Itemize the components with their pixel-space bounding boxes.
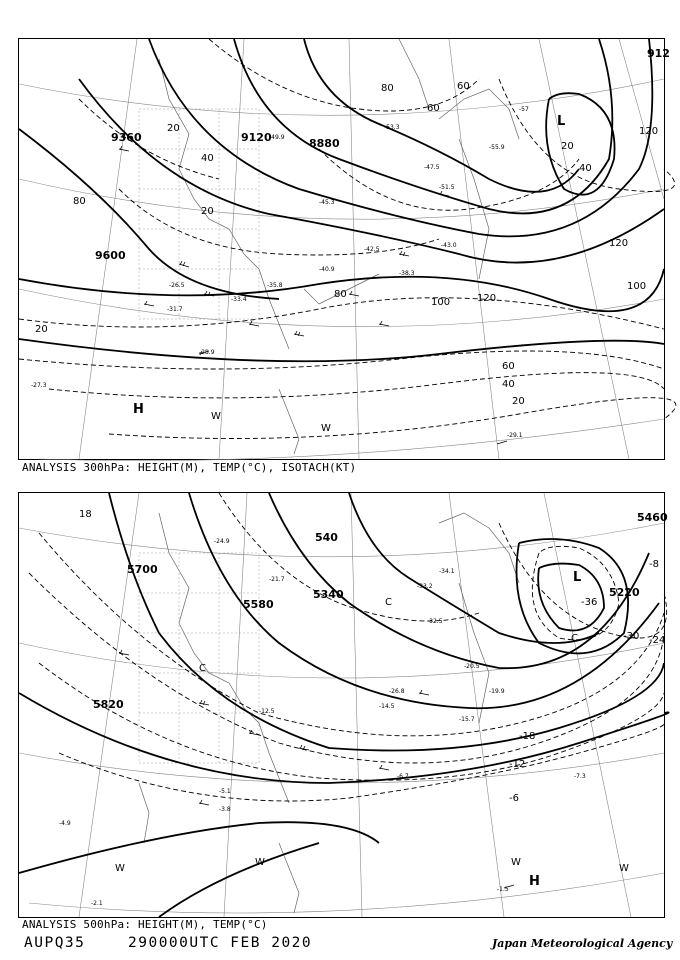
svg-text:-6: -6 [509, 793, 519, 804]
height-contours [19, 39, 664, 361]
svg-text:20: 20 [512, 396, 525, 407]
svg-text:-35.8: -35.8 [267, 282, 283, 289]
svg-text:20: 20 [35, 324, 48, 335]
svg-text:20: 20 [201, 206, 214, 217]
svg-text:-14.5: -14.5 [379, 703, 395, 710]
low-pressure-marker: L [573, 570, 582, 585]
svg-text:-28.9: -28.9 [199, 349, 215, 356]
svg-text:-2.1: -2.1 [91, 900, 103, 907]
svg-text:-4.9: -4.9 [59, 820, 71, 827]
high-pressure-marker: H [133, 402, 144, 417]
svg-text:-45.3: -45.3 [319, 199, 335, 206]
map-300hpa-svg [19, 39, 670, 459]
svg-text:-47.5: -47.5 [424, 164, 440, 171]
svg-text:-3.8: -3.8 [219, 806, 231, 813]
svg-text:120: 120 [609, 238, 629, 249]
svg-text:-33.4: -33.4 [231, 296, 247, 303]
svg-text:-26.8: -26.8 [389, 688, 405, 695]
svg-text:40: 40 [201, 153, 214, 164]
svg-text:120: 120 [477, 293, 497, 304]
svg-text:-24: -24 [649, 635, 666, 646]
agency-credit: Japan Meteorological Agency [492, 937, 673, 950]
height-label: 5580 [243, 598, 274, 611]
height-label: 9360 [111, 131, 142, 144]
caption-500hpa: ANALYSIS 500hPa: HEIGHT(M), TEMP(°C) [22, 918, 268, 931]
height-label: 912 [647, 47, 670, 60]
svg-text:-27.3: -27.3 [31, 382, 47, 389]
svg-text:-40.9: -40.9 [319, 266, 335, 273]
svg-text:-19.9: -19.9 [489, 688, 505, 695]
svg-text:-42.5: -42.5 [364, 246, 380, 253]
svg-text:-21.7: -21.7 [269, 576, 285, 583]
svg-text:-38.3: -38.3 [399, 270, 415, 277]
svg-text:-20.5: -20.5 [464, 663, 480, 670]
height-label: 9600 [95, 249, 126, 262]
detail-grid [139, 553, 259, 763]
svg-text:W: W [619, 863, 629, 874]
svg-text:40: 40 [579, 163, 592, 174]
wind-barbs [119, 650, 514, 888]
height-label: 5700 [127, 563, 158, 576]
svg-text:W: W [321, 423, 331, 434]
svg-text:-12: -12 [509, 759, 526, 770]
station-temperatures [31, 106, 529, 439]
svg-text:-1.5: -1.5 [497, 886, 509, 893]
height-label: 9120 [241, 131, 272, 144]
svg-text:-43.0: -43.0 [441, 242, 457, 249]
svg-text:100: 100 [627, 281, 647, 292]
svg-text:-31.7: -31.7 [167, 306, 183, 313]
coastline [159, 39, 519, 454]
svg-text:-24.9: -24.9 [214, 538, 230, 545]
svg-text:60: 60 [502, 361, 515, 372]
height-labels-300 [95, 47, 670, 262]
svg-text:-55.9: -55.9 [489, 144, 505, 151]
pressure-markers-300 [133, 114, 565, 417]
isotach-lines [19, 39, 676, 439]
svg-text:C: C [385, 597, 392, 608]
svg-text:-57: -57 [519, 106, 529, 113]
svg-text:20: 20 [561, 141, 574, 152]
map-500hpa-svg [19, 493, 668, 917]
svg-text:W: W [211, 411, 221, 422]
svg-text:-36: -36 [581, 597, 598, 608]
svg-text:20: 20 [167, 123, 180, 134]
svg-text:80: 80 [73, 196, 86, 207]
height-label: 5460 [637, 511, 668, 524]
svg-text:40: 40 [502, 379, 515, 390]
svg-text:-12.5: -12.5 [259, 708, 275, 715]
height-label: 5220 [609, 586, 640, 599]
isotach-labels-300 [35, 81, 658, 407]
svg-text:120: 120 [639, 126, 659, 137]
svg-text:-49.9: -49.9 [269, 134, 285, 141]
svg-text:-30: -30 [623, 631, 640, 642]
svg-text:C: C [571, 633, 578, 644]
svg-text:-8: -8 [649, 559, 659, 570]
svg-text:W: W [511, 857, 521, 868]
svg-text:-33.2: -33.2 [417, 583, 433, 590]
svg-text:-7.3: -7.3 [574, 773, 586, 780]
svg-text:-5.1: -5.1 [219, 788, 231, 795]
svg-text:-51.5: -51.5 [439, 184, 455, 191]
svg-text:-29.1: -29.1 [507, 432, 523, 439]
caption-300hpa: ANALYSIS 300hPa: HEIGHT(M), TEMP(°C), ISOTACH(KT) [22, 461, 357, 474]
warm-markers-300 [211, 411, 331, 434]
svg-text:-34.1: -34.1 [439, 568, 455, 575]
height-label: 5340 [313, 588, 344, 601]
low-pressure-marker: L [557, 114, 566, 129]
chart-code: AUPQ35 [24, 935, 86, 951]
valid-time: 290000UTC FEB 2020 [128, 935, 313, 951]
svg-text:100: 100 [431, 297, 451, 308]
svg-text:W: W [255, 857, 265, 868]
map-panel-300hpa [18, 38, 670, 460]
height-label: 5820 [93, 698, 124, 711]
svg-text:60: 60 [457, 81, 470, 92]
svg-text:-26.5: -26.5 [169, 282, 185, 289]
svg-text:C: C [199, 663, 206, 674]
svg-text:-53.3: -53.3 [384, 124, 400, 131]
height-label: 8880 [309, 137, 340, 150]
height-label: 540 [315, 531, 338, 544]
svg-text:-18: -18 [519, 731, 536, 742]
svg-text:-15.7: -15.7 [459, 716, 475, 723]
svg-text:-32.5: -32.5 [427, 618, 443, 625]
warm-markers-500 [115, 857, 629, 874]
svg-text:18: 18 [79, 509, 92, 520]
svg-text:80: 80 [381, 83, 394, 94]
svg-text:W: W [115, 863, 125, 874]
high-pressure-marker: H [529, 874, 540, 889]
svg-text:60: 60 [427, 103, 440, 114]
map-panel-500hpa [18, 492, 668, 918]
svg-text:80: 80 [334, 289, 347, 300]
svg-text:-6.7: -6.7 [397, 773, 409, 780]
